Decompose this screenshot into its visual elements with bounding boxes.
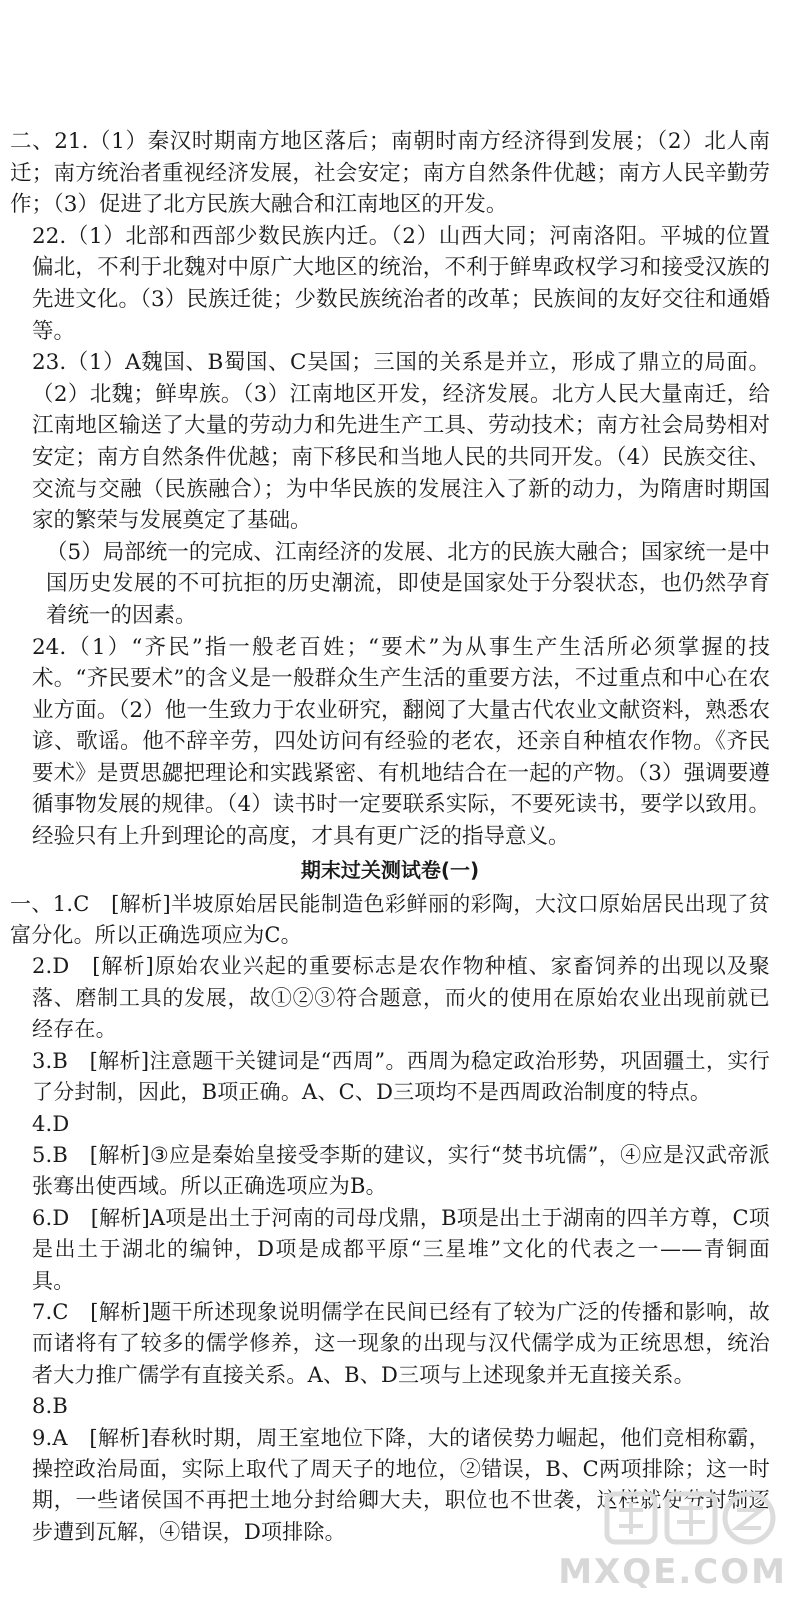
watermark [558, 1482, 787, 1592]
final-test-answers [10, 889, 770, 1549]
answer-6: 6.D [解析]A项是出土于河南的司母戊鼎，B项是出土于湖南的四羊方尊，C项是出土于湖北的编钟，D项是成都平原“三星堆”文化的代表之一——青铜面具。 [32, 1205, 770, 1293]
watermark-logo-icon [603, 1488, 779, 1548]
answer-21: 二、21.（1）秦汉时期南方地区落后；南朝时南方经济得到发展；（2）北人南迁；南方统治者重视经济发展，社会安定；南方自然条件优越；南方人民辛勤劳作；（3）促进了北方民族大融合和江南地区的开发。 [10, 129, 770, 218]
watermark-text: MXQE.COM [558, 1552, 787, 1592]
answer-5: 5.B [解析]③应是秦始皇接受李斯的建议，实行“焚书坑儒”，④应是汉武帝派张骞出使西域。所以正确选项应为B。 [32, 1142, 770, 1199]
answer-7: 7.C [解析]题干所述现象说明儒学在民间已经有了较为广泛的传播和影响，故而诸将有了较多的儒学修养，这一现象的出现与汉代儒学成为正统思想，统治者大力推广儒学有直接关系。A、B、D三项与上述现象并无直接关系。 [32, 1299, 770, 1387]
answer-24: 24.（1）“齐民”指一般老百姓；“要术”为从事生产生活所必须掌握的技术。“齐民要术”的含义是一般群众生产生活的重要方法，不过重点和中心在农业方面。（2）他一生致力于农业研究，翻阅了大量古代农业文献资料，熟悉农谚、歌谣。他不辞辛劳，四处访问有经验的老农，还亲自种植农作物。《齐民要术》是贾思勰把理论和实践紧密、有机地结合在一起的产物。（3）强调要遵循事物发展的规律。（4）读书时一定要联系实际，不要死读书，要学以致用。经验只有上升到理论的高度，才具有更广泛的指导意义。 [32, 634, 770, 850]
answer-3: 3.B [解析]注意题干关键词是“西周”。西周为稳定政治形势，巩固疆土，实行了分封制，因此，B项正确。A、C、D三项均不是西周政治制度的特点。 [32, 1048, 770, 1105]
answer-23: 23.（1）A魏国、B蜀国、C吴国；三国的关系是并立，形成了鼎立的局面。（2）北魏；鲜卑族。（3）江南地区开发，经济发展。北方人民大量南迁，给江南地区输送了大量的劳动力和先进生产工具、劳动技术；南方社会局势相对安定；南方自然条件优越；南下移民和当地人民的共同开发。（4）民族交往、交流与交融（民族融合）；为中华民族的发展注入了新的动力，为隋唐时期国家的繁荣与发展奠定了基础。 [32, 350, 770, 534]
answer-23-part5: （5）局部统一的完成、江南经济的发展、北方的民族大融合；国家统一是中国历史发展的不可抗拒的历史潮流，即使是国家处于分裂状态，也仍然孕育着统一的因素。 [46, 539, 770, 628]
answer-8: 8.B [32, 1394, 69, 1419]
answer-content [10, 126, 770, 1548]
answer-22: 22.（1）北部和西部少数民族内迁。（2）山西大同；河南洛阳。平城的位置偏北，不利于北魏对中原广大地区的统治，不利于鲜卑政权学习和接受汉族的先进文化。（3）民族迁徙；少数民族统治者的改革；民族间的友好交往和通婚等。 [32, 223, 770, 344]
answer-1: 一、1.C [解析]半坡原始居民能制造色彩鲜丽的彩陶，大汶口原始居民出现了贫富分化。所以正确选项应为C。 [10, 891, 770, 948]
answer-2: 2.D [解析]原始农业兴起的重要标志是农作物种植、家畜饲养的出现以及聚落、磨制工具的发展，故①②③符合题意，而火的使用在原始农业出现前就已经存在。 [32, 954, 770, 1042]
answer-9: 9.A [解析]春秋时期，周王室地位下降，大的诸侯势力崛起，他们竞相称霸，操控政治局面，实际上取代了周天子的地位，②错误，B、C两项排除；这一时期，一些诸侯国不再把土地分封给卿大夫，职位也不世袭，这样就使分封制逐步遭到瓦解，④错误，D项排除。 [32, 1425, 770, 1544]
answer-4: 4.D [32, 1111, 70, 1136]
section-title: 期末过关测试卷(一) [300, 857, 480, 882]
